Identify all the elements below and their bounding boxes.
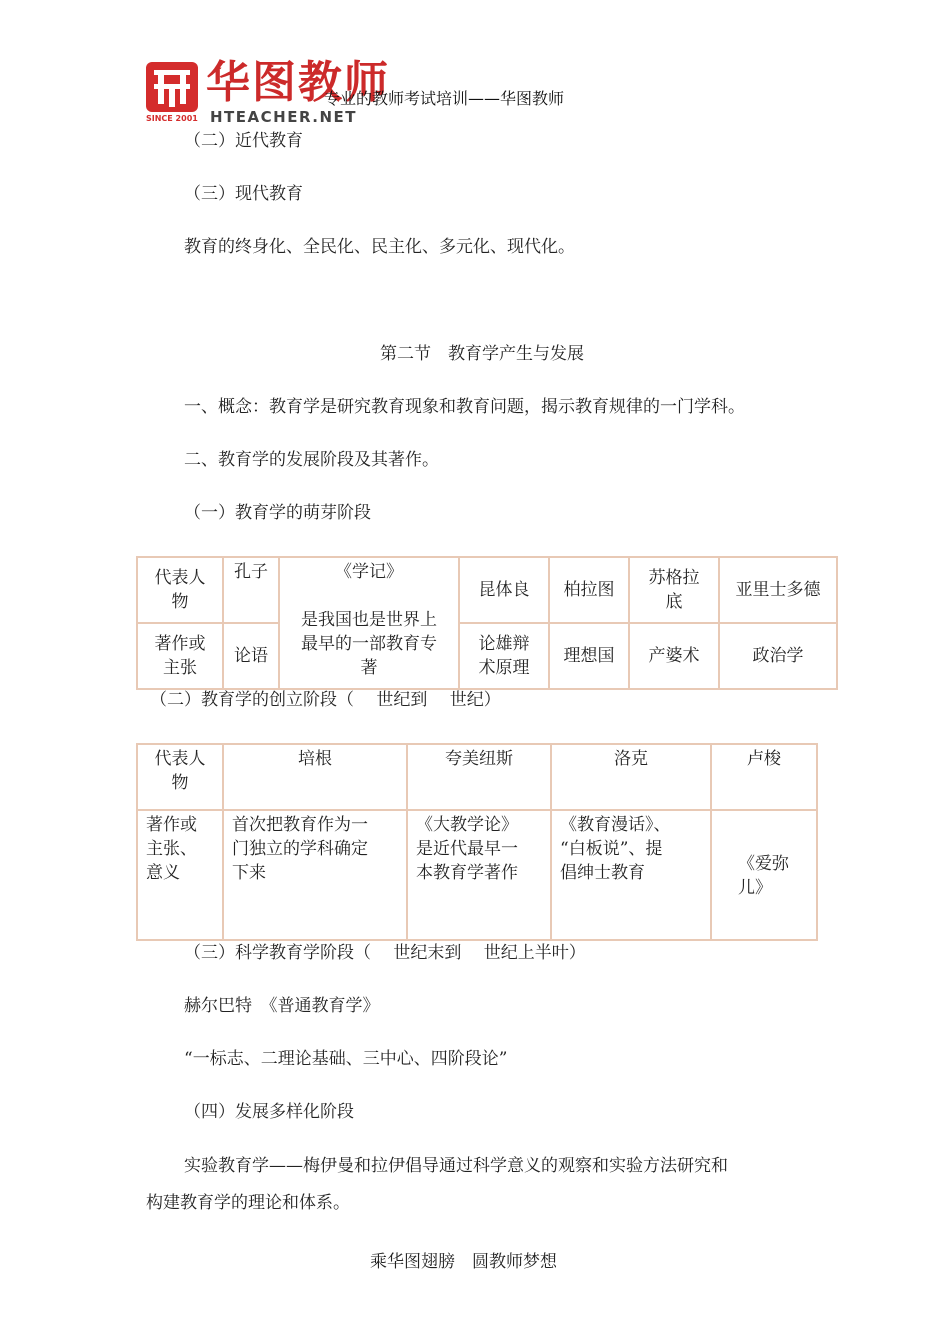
- line-contemporary-education: （三）现代教育: [184, 184, 303, 204]
- table-cell: 《教育漫话》、 “白板说”、提 倡绅士教育: [551, 810, 711, 940]
- founding-stage-table: [136, 743, 818, 941]
- table-cell: 洛克: [551, 744, 711, 810]
- line-concept: 一、概念：教育学是研究教育现象和教育问题，揭示教育规律的一门学科。: [184, 397, 745, 417]
- line-stages: 二、教育学的发展阶段及其著作。: [184, 450, 439, 470]
- header-tagline: 专业的教师考试培训——华图教师: [324, 89, 565, 108]
- table-cell: 苏格拉 底: [629, 557, 719, 623]
- table-cell: 首次把教育作为一 门独立的学科确定 下来: [223, 810, 407, 940]
- table-cell: 论雄辩 术原理: [459, 623, 549, 689]
- line-modern-education: （二）近代教育: [184, 131, 303, 151]
- table-cell: 代表人 物: [137, 744, 223, 810]
- line-experimental-pedagogy: 实验教育学——梅伊曼和拉伊倡导通过科学意义的观察和实验方法研究和: [184, 1156, 728, 1176]
- table-cell: 夸美纽斯: [407, 744, 551, 810]
- line-scientific-stage: （三）科学教育学阶段（ 世纪末到 世纪上半叶）: [184, 943, 586, 963]
- line-education-trends: 教育的终身化、全民化、民主化、多元化、现代化。: [184, 237, 575, 257]
- table-cell: 著作或 主张: [137, 623, 223, 689]
- line-founding-stage: （二）教育学的创立阶段（ 世纪到 世纪）: [150, 690, 501, 710]
- line-herbart: 赫尔巴特 《普通教育学》: [184, 996, 380, 1016]
- logo-english: HTEACHER.NET: [210, 108, 358, 126]
- line-herbart-theory: “一标志、二理论基础、三中心、四阶段论”: [184, 1049, 508, 1069]
- table-cell: 培根: [223, 744, 407, 810]
- table-cell: 理想国: [549, 623, 629, 689]
- footer-slogan: 乘华图翅膀 圆教师梦想: [370, 1252, 557, 1272]
- table-cell: 《学记》 是我国也是世界上 最早的一部教育专 著: [279, 557, 459, 689]
- table-cell: 孔子: [223, 557, 279, 623]
- table-cell: 政治学: [719, 623, 837, 689]
- table-cell: 《爱弥 儿》: [711, 810, 817, 940]
- table-cell: 亚里士多德: [719, 557, 837, 623]
- table-cell: 著作或 主张、 意义: [137, 810, 223, 940]
- table-cell: 《大教学论》 是近代最早一 本教育学著作: [407, 810, 551, 940]
- logo-badge-icon: [146, 62, 198, 112]
- line-diversification-stage: （四）发展多样化阶段: [184, 1102, 354, 1122]
- table-cell: 卢梭: [711, 744, 817, 810]
- table-cell: 代表人 物: [137, 557, 223, 623]
- logo-since: SINCE 2001: [146, 114, 198, 123]
- table-cell: 产婆术: [629, 623, 719, 689]
- table-cell: 论语: [223, 623, 279, 689]
- line-experimental-pedagogy-cont: 构建教育学的理论和体系。: [146, 1193, 350, 1213]
- section-title: 第二节 教育学产生与发展: [380, 344, 584, 364]
- table-cell: 昆体良: [459, 557, 549, 623]
- table-cell: 柏拉图: [549, 557, 629, 623]
- sprouting-stage-table: [136, 556, 838, 690]
- logo-chinese: 华图教师: [206, 57, 390, 108]
- line-sprouting-stage: （一）教育学的萌芽阶段: [184, 503, 371, 523]
